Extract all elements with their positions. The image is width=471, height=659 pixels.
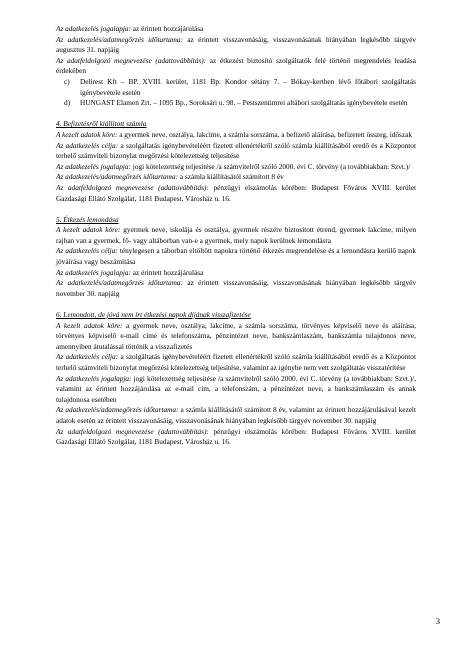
paragraph: [56, 183, 416, 204]
field-label: Az adatfeldolgozó megnevezése (adattovábbítás):: [56, 55, 207, 65]
field-value: az érintett hozzájárulása: [130, 267, 204, 277]
field-value: jogi kötelezettség teljesítése /a számvitelről szóló 2000. évi C. törvény (a továbbiakban: Szvt.)/, valamint az érintett hozzájárulása az e-mail cím, a telefonszám, a pénzintézet neve, a bankszámlaszám és annak tulajdonosa esetében: [56, 373, 417, 404]
paragraph: [56, 278, 416, 299]
list-text: HUNGAST Elamen Zrt. – 1095 Bp., Soroksári u. 98. – Pestszentimrei altábori szolgáltatás igénybevétele esetén: [80, 98, 408, 108]
field-value: pénzügyi elszámolás körében: Budapest Főváros XVIII. kerület Gazdasági Ellátó Szolgálat, 1181 Budapest, Városház u. 16.: [56, 182, 416, 203]
paragraph: [56, 24, 416, 35]
list-item: [56, 98, 416, 109]
paragraph: [56, 374, 416, 406]
field-value: a gyermek neve, osztálya, lakcíme, a számla sorszáma, a befizető aláírása, befizetett összeg, időszak: [117, 129, 412, 139]
field-label: Az adatkezelés jogalapja:: [56, 24, 131, 33]
field-label: Az adatfeldolgozó megnevezése (adattovábbítás):: [56, 182, 209, 192]
field-label: Az adatkezelés jogalapja:: [56, 267, 131, 277]
section-heading: 6. Lemondott, de jóvá nem írt étkezési napok díjának visszafizetése: [56, 310, 251, 320]
paragraph: [56, 225, 416, 246]
paragraph: [56, 246, 416, 267]
paragraph: [56, 56, 416, 77]
field-label: Az adatkezelés jogalapja:: [56, 161, 131, 171]
field-label: A kezelt adatok köre:: [56, 225, 121, 235]
paragraph: [56, 321, 416, 353]
field-label: Az adatfeldolgozó megnevezése (adattovábbítás):: [56, 426, 209, 436]
field-value: az érintett visszavonásáig, visszavonásának hiányában legkésőbb tárgyév augusztus 31. napjáig: [56, 34, 416, 55]
field-label: A kezelt adatok köre:: [56, 320, 123, 330]
list-item: [56, 77, 416, 98]
paragraph: [56, 172, 416, 183]
section-heading: 5. Étkezés lemondása: [56, 214, 119, 224]
field-value: a számla kiállításától számított 8 év: [178, 172, 284, 182]
field-value: jogi kötelezettség teljesítése /a számvitelről szóló 2000. évi C. törvény (a továbbiakban: Szvt.)/: [130, 161, 411, 171]
field-value: a számla kiállításától számított 8 év, valamint az érintett hozzájárulásával kezelt adatok esetén az érintett visszavonásáig, visszavonásának hiányában legkésőbb tárgyév november 30. napjáig: [56, 405, 416, 425]
paragraph: [56, 35, 416, 56]
page-number: 3: [436, 617, 440, 626]
field-value: gyermek neve, iskolája és osztálya, gyermek részére biztosított étrend, gyermek lakcíme, milyen rajban van a gyermek, fő- vagy altáborban van-e a gyermek, mely napok kerülnek lemondásra: [56, 225, 416, 245]
field-label: A kezelt adatok köre:: [56, 129, 118, 139]
list-text: Delirest Kft – BP. XVIII. kerület, 1181 Bp. Kondor sétány 7. – Bókay-kertben lévő főtábori szolgáltatás igénybevétele esetén: [80, 76, 416, 97]
field-label: Az adatkezelés/adatmegőrzés időtartama:: [56, 172, 179, 182]
paragraph: [56, 352, 416, 373]
paragraph: [56, 405, 416, 426]
field-label: Az adatkezelés/adatmegőrzés időtartama:: [56, 405, 179, 415]
document-body: [56, 24, 416, 448]
field-label: Az adatkezelés/adatmegőrzés időtartama:: [56, 34, 184, 44]
list-marker: d): [64, 98, 71, 108]
field-value: az étkezést biztosító szolgáltatók felé történő megrendelés leadása érdekében: [56, 55, 416, 76]
field-label: Az adatkezelés/adatmegőrzés időtartama:: [56, 278, 184, 288]
paragraph: [56, 427, 416, 448]
field-label: Az adatkezelés jogalapja:: [56, 373, 132, 383]
field-value: a gyermek neve, osztálya, lakcíme, a számla sorszáma, törvényes képviselő neve és aláírása, törvényes képviselő e-mail címe és telefonszáma, pénzintézet neve, bankszámlaszám, bankszámla tulajdonos neve, amennyiben átutalással történik a visszafizetés: [56, 320, 416, 351]
field-value: az érintett visszavonásáig, visszavonásának hiányában legkésőbb tárgyév november 30. napjáig: [56, 278, 416, 298]
paragraph: [56, 130, 416, 141]
field-value: pénzügyi elszámolás körében: Budapest Főváros XVIII. kerület Gazdasági Ellátó Szolgálat, 1181 Budapest, Városház u. 16.: [56, 426, 416, 447]
field-label: Az adatkezelés célja:: [56, 246, 118, 256]
field-value: a szolgáltatás igénybevételéért fizetett ellenértékről szóló számla kiállításából eredő és a Központot terhelő számviteli bizonylat megőrzési kötelezettség teljesítése, valamint az igénybe nem vett szolgáltatás visszatérítése: [56, 352, 416, 372]
paragraph: [56, 268, 416, 279]
field-value: az érintett hozzájárulása: [130, 24, 204, 33]
paragraph: [56, 141, 416, 162]
paragraph: [56, 162, 416, 173]
section-heading: 4. Befizetésről kiállított számla: [56, 119, 147, 129]
field-value: a szolgáltatás igénybevételéért fizetett ellenértékről szóló számla kiállításából eredő és a Központot terhelő számviteli bizonylat megőrzési kötelezettség teljesítése: [56, 140, 416, 161]
field-label: Az adatkezelés célja:: [56, 352, 119, 362]
field-value: ténylegesen a táborban eltöltött napokra történő étkezés megrendelése és a lemondásra kerülő napok jóváírása vagy beszámítása: [56, 246, 416, 267]
field-label: Az adatkezelés célja:: [56, 140, 119, 150]
list-marker: c): [64, 76, 70, 86]
